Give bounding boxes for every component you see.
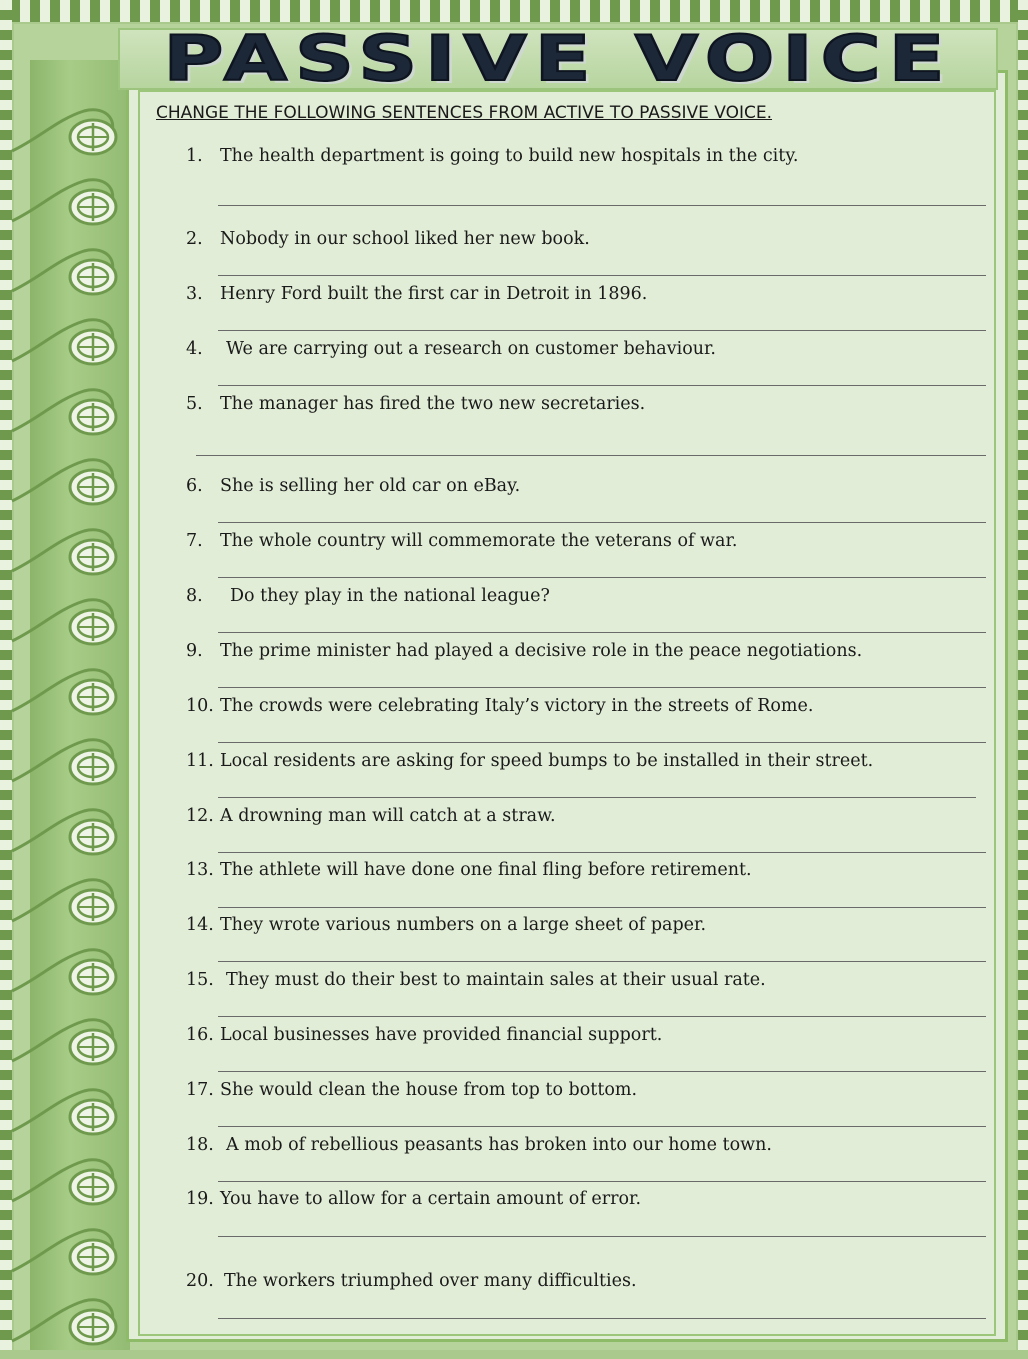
item-sentence: The athlete will have done one final fling before retirement. [220, 860, 752, 880]
top-dashed-border [0, 0, 1028, 22]
item-number: 16. [186, 1025, 214, 1045]
item-sentence: She is selling her old car on eBay. [220, 476, 521, 496]
item-sentence: The health department is going to build new hospitals in the city. [220, 146, 799, 166]
list-item [186, 586, 550, 614]
list-item [186, 394, 645, 422]
item-sentence: They wrote various numbers on a large sheet of paper. [220, 915, 707, 935]
item-sentence: A drowning man will catch at a straw. [220, 806, 556, 826]
page-title: PASSIVE VOICE [163, 22, 953, 95]
spiral-ring-icon [67, 887, 119, 927]
item-sentence: You have to allow for a certain amount of error. [220, 1189, 642, 1209]
list-item [186, 1271, 637, 1299]
spiral-ring-icon [67, 257, 119, 297]
item-number: 20. [186, 1271, 214, 1291]
list-item [186, 696, 813, 724]
answer-line[interactable] [218, 742, 986, 743]
item-number: 8. [186, 586, 203, 606]
spiral-ring-icon [67, 1307, 119, 1347]
item-sentence: The whole country will commemorate the veterans of war. [220, 531, 738, 551]
list-item [186, 1189, 641, 1217]
list-item [186, 339, 716, 367]
answer-line[interactable] [218, 1236, 986, 1237]
answer-line[interactable] [218, 797, 976, 798]
list-item [186, 229, 590, 257]
spiral-ring-icon [67, 747, 119, 787]
answer-line[interactable] [218, 1318, 986, 1319]
item-number: 5. [186, 394, 203, 414]
answer-line[interactable] [196, 455, 986, 456]
answer-line[interactable] [218, 1126, 986, 1127]
list-item [186, 146, 798, 174]
item-number: 9. [186, 641, 203, 661]
item-number: 10. [186, 696, 214, 716]
list-item [186, 915, 706, 943]
list-item [186, 476, 520, 504]
spiral-ring-icon [67, 1237, 119, 1277]
list-item [186, 641, 862, 669]
answer-line[interactable] [218, 632, 986, 633]
answer-line[interactable] [218, 852, 986, 853]
answer-line[interactable] [218, 1071, 986, 1072]
answer-line[interactable] [218, 577, 986, 578]
instruction-heading: CHANGE THE FOLLOWING SENTENCES FROM ACTIVE TO PASSIVE VOICE. [156, 103, 773, 123]
item-sentence: Local businesses have provided financial support. [220, 1025, 663, 1045]
list-item [186, 1135, 772, 1163]
spiral-ring-icon [67, 817, 119, 857]
item-number: 17. [186, 1080, 214, 1100]
spiral-ring-icon [67, 1027, 119, 1067]
list-item [186, 531, 737, 559]
list-item [186, 751, 873, 779]
answer-line[interactable] [218, 385, 986, 386]
answer-line[interactable] [218, 961, 986, 962]
spiral-ring-icon [67, 1167, 119, 1207]
title-banner [118, 22, 998, 95]
list-item [186, 806, 556, 834]
spiral-ring-icon [67, 187, 119, 227]
spiral-ring-icon [67, 607, 119, 647]
item-sentence: A mob of rebellious peasants has broken into our home town. [226, 1135, 772, 1155]
item-number: 7. [186, 531, 203, 551]
answer-line[interactable] [218, 522, 986, 523]
item-number: 13. [186, 860, 214, 880]
answer-line[interactable] [218, 205, 986, 206]
list-item [186, 284, 647, 312]
answer-line[interactable] [218, 907, 986, 908]
list-item [186, 860, 752, 888]
item-sentence: We are carrying out a research on customer behaviour. [226, 339, 716, 359]
answer-line[interactable] [218, 330, 986, 331]
spiral-ring-icon [67, 397, 119, 437]
item-number: 12. [186, 806, 214, 826]
spiral-ring-icon [67, 117, 119, 157]
right-dashed-border [1018, 0, 1028, 1350]
item-sentence: The prime minister had played a decisive role in the peace negotiations. [220, 641, 863, 661]
item-sentence: The workers triumphed over many difficulties. [224, 1271, 637, 1291]
list-item [186, 970, 766, 998]
spiral-ring-icon [67, 1097, 119, 1137]
item-number: 19. [186, 1189, 214, 1209]
item-sentence: Henry Ford built the first car in Detroit in 1896. [220, 284, 648, 304]
answer-line[interactable] [218, 1181, 986, 1182]
item-number: 18. [186, 1135, 214, 1155]
item-number: 2. [186, 229, 203, 249]
item-sentence: The manager has fired the two new secretaries. [220, 394, 646, 414]
spiral-ring-icon [67, 537, 119, 577]
item-number: 3. [186, 284, 203, 304]
spiral-ring-icon [67, 467, 119, 507]
item-sentence: She would clean the house from top to bottom. [220, 1080, 638, 1100]
spiral-ring-icon [67, 327, 119, 367]
item-number: 14. [186, 915, 214, 935]
item-number: 1. [186, 146, 203, 166]
answer-line[interactable] [218, 687, 986, 688]
item-sentence: Nobody in our school liked her new book. [220, 229, 590, 249]
answer-line[interactable] [218, 275, 986, 276]
item-number: 11. [186, 751, 214, 771]
list-item [186, 1025, 662, 1053]
item-sentence: Do they play in the national league? [230, 586, 550, 606]
spiral-ring-icon [67, 957, 119, 997]
answer-line[interactable] [218, 1016, 986, 1017]
item-sentence: They must do their best to maintain sales at their usual rate. [226, 970, 766, 990]
item-number: 15. [186, 970, 214, 990]
spiral-ring-icon [67, 677, 119, 717]
list-item [186, 1080, 637, 1108]
item-sentence: The crowds were celebrating Italy’s victory in the streets of Rome. [220, 696, 814, 716]
item-number: 4. [186, 339, 203, 359]
item-number: 6. [186, 476, 203, 496]
item-sentence: Local residents are asking for speed bumps to be installed in their street. [220, 751, 874, 771]
